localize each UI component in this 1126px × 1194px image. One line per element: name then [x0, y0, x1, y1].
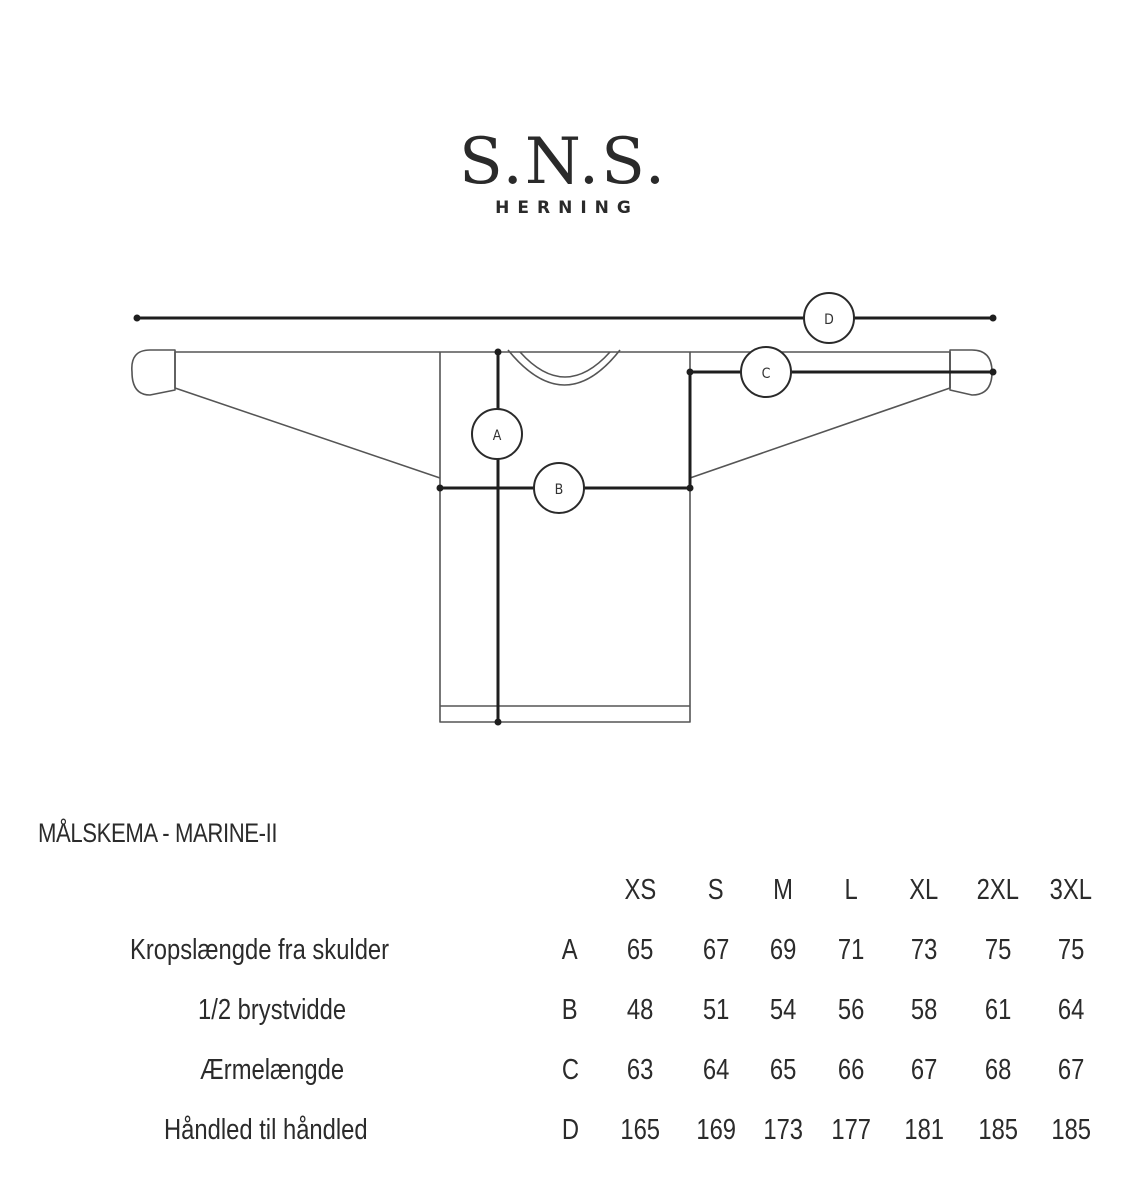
- size-header: XL: [909, 873, 939, 906]
- left-cuff: [132, 350, 175, 395]
- value-cell: 185: [1051, 1113, 1091, 1146]
- size-chart-title: MÅLSKEMA - MARINE-II: [38, 818, 278, 848]
- marker-c-label: C: [761, 366, 771, 382]
- row-letter: D: [561, 1113, 579, 1146]
- marker-b-label: B: [554, 482, 564, 498]
- value-cell: 73: [910, 933, 938, 966]
- row-label: Håndled til håndled: [163, 1113, 368, 1146]
- value-cell: 54: [769, 993, 797, 1026]
- size-table: [38, 860, 1104, 1160]
- value-cell: 67: [1057, 1053, 1085, 1086]
- value-cell: 65: [626, 933, 654, 966]
- size-header: XS: [624, 873, 656, 906]
- collar-outline: [508, 350, 620, 385]
- value-cell: 65: [769, 1053, 797, 1086]
- table-row: [38, 920, 1104, 980]
- size-header: L: [844, 873, 858, 906]
- size-header: M: [773, 873, 793, 906]
- value-cell: 58: [910, 993, 938, 1026]
- value-cell: 165: [620, 1113, 660, 1146]
- size-header: S: [708, 873, 724, 906]
- value-cell: 63: [626, 1053, 654, 1086]
- marker-a-label: A: [492, 428, 502, 444]
- value-cell: 67: [910, 1053, 938, 1086]
- logo-subtitle: HERNING: [495, 198, 639, 218]
- value-cell: 66: [837, 1053, 865, 1086]
- value-cell: 169: [696, 1113, 736, 1146]
- row-label: Kropslængde fra skulder: [130, 933, 390, 966]
- size-header-row: [38, 860, 1104, 920]
- row-letter: C: [561, 1053, 579, 1086]
- size-header: 2XL: [976, 873, 1020, 906]
- value-cell: 48: [626, 993, 654, 1026]
- value-cell: 181: [904, 1113, 944, 1146]
- table-row: [38, 1100, 1104, 1160]
- value-cell: 177: [831, 1113, 871, 1146]
- table-row: [38, 1040, 1104, 1100]
- row-letter: B: [562, 993, 578, 1026]
- value-cell: 185: [978, 1113, 1018, 1146]
- size-header: 3XL: [1049, 873, 1093, 906]
- row-label: 1/2 brystvidde: [197, 993, 346, 1026]
- value-cell: 51: [702, 993, 730, 1026]
- value-cell: 56: [837, 993, 865, 1026]
- value-cell: 67: [702, 933, 730, 966]
- left-sleeve-outline: [175, 352, 440, 478]
- value-cell: 71: [837, 933, 865, 966]
- value-cell: 173: [763, 1113, 803, 1146]
- row-label: Ærmelængde: [200, 1053, 345, 1086]
- marker-d-label: D: [824, 312, 834, 328]
- value-cell: 64: [702, 1053, 730, 1086]
- value-cell: 68: [984, 1053, 1012, 1086]
- row-letter: A: [562, 933, 578, 966]
- logo-wordmark: S.N.S.: [458, 125, 668, 199]
- value-cell: 75: [1057, 933, 1085, 966]
- value-cell: 61: [984, 993, 1012, 1026]
- value-cell: 75: [984, 933, 1012, 966]
- value-cell: 64: [1057, 993, 1085, 1026]
- table-row: [38, 980, 1104, 1040]
- sweater-body-outline: [440, 352, 690, 722]
- value-cell: 69: [769, 933, 797, 966]
